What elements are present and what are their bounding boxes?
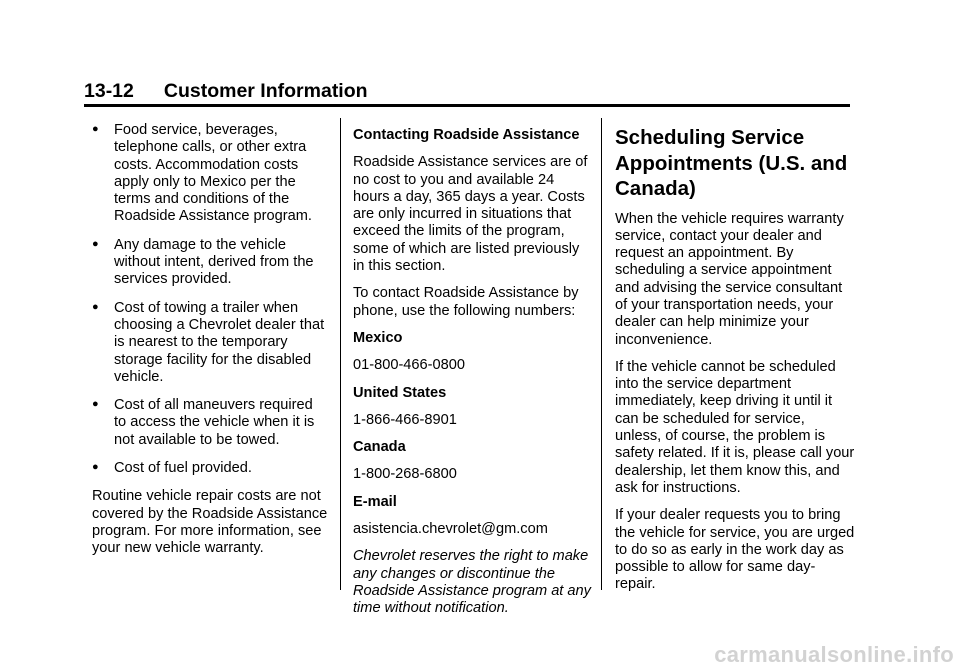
bullet-icon: ● [92,461,99,474]
mexico-phone: 01-800-466-0800 [353,357,465,374]
column-middle [353,127,591,628]
page-header [84,80,368,103]
rights-notice: Chevrolet reserves the right to make any changes or discontinue the Roadside Assistance program at any time without notification. [353,548,591,617]
schedule-paragraph: If the vehicle cannot be scheduled into the service department immediately, keep driving it until it can be scheduled for service, unless, of course, the problem is safety related. If it is, please call your dealership, let them know this, and ask for instructions. [615,358,855,496]
bullet-icon: ● [92,300,99,313]
list-item: ● Cost of all maneuvers required to access the vehicle when it is not available to be towed. [92,397,315,448]
list-item: ● Any damage to the vehicle without intent, derived from the services provided. [92,236,314,288]
bullet-icon: ● [92,398,99,411]
bullet-icon: ● [92,237,99,250]
scheduling-heading: Scheduling Service Appointments (U.S. and Canada) [615,126,848,200]
column-divider [601,118,602,590]
roadside-paragraph: Roadside Assistance services are of no cost to you and available 24 hours a day, 365 days a year. Costs are only incurred in situations that exceed the limits of the program, some of which are listed previously in this section. [353,154,588,275]
email-address: asistencia.chevrolet@gm.com [353,521,548,538]
us-phone: 1-866-466-8901 [353,411,457,428]
bullet-list [92,122,328,477]
header-rule [84,104,850,107]
section-title: Customer Information [163,80,368,102]
canada-phone: 1-800-268-6800 [353,466,457,483]
mexico-label: Mexico [353,329,403,346]
roadside-heading: Contacting Roadside Assistance [353,127,580,143]
warranty-paragraph: When the vehicle requires warranty service, contact your dealer and request an appointment. By scheduling a service appointment and advising the service consultant of your transportation needs, your dealer can help minimize your inconvenience. [615,210,844,348]
dealer-paragraph: If your dealer requests you to bring the vehicle for service, you are urged to do so as early in the work day as possible to allow for same day-repair. [615,507,855,593]
page-number: 13-12 [84,80,134,102]
us-label: United States [353,384,447,401]
watermark: carmanualsonline.info [714,642,954,667]
column-left [92,122,328,568]
repair-costs-paragraph: Routine vehicle repair costs are not covered by the Roadside Assistance program. For more information, see your new vehicle warranty. [92,488,328,557]
bullet-icon: ● [92,123,99,135]
list-item: ● Food service, beverages, telephone calls, or other extra costs. Accommodation costs apply only to Mexico per the terms and conditions of the Roadside Assistance program. [92,122,312,225]
column-right [615,125,855,604]
canada-label: Canada [353,439,406,456]
email-label: E-mail [353,493,397,510]
list-item: ● Cost of fuel provided. [92,460,252,477]
column-divider [340,118,341,590]
list-item: ● Cost of towing a trailer when choosing a Chevrolet dealer that is nearest to the temporary storage facility for the disabled vehicle. [92,299,325,385]
contact-paragraph: To contact Roadside Assistance by phone, use the following numbers: [353,285,579,319]
